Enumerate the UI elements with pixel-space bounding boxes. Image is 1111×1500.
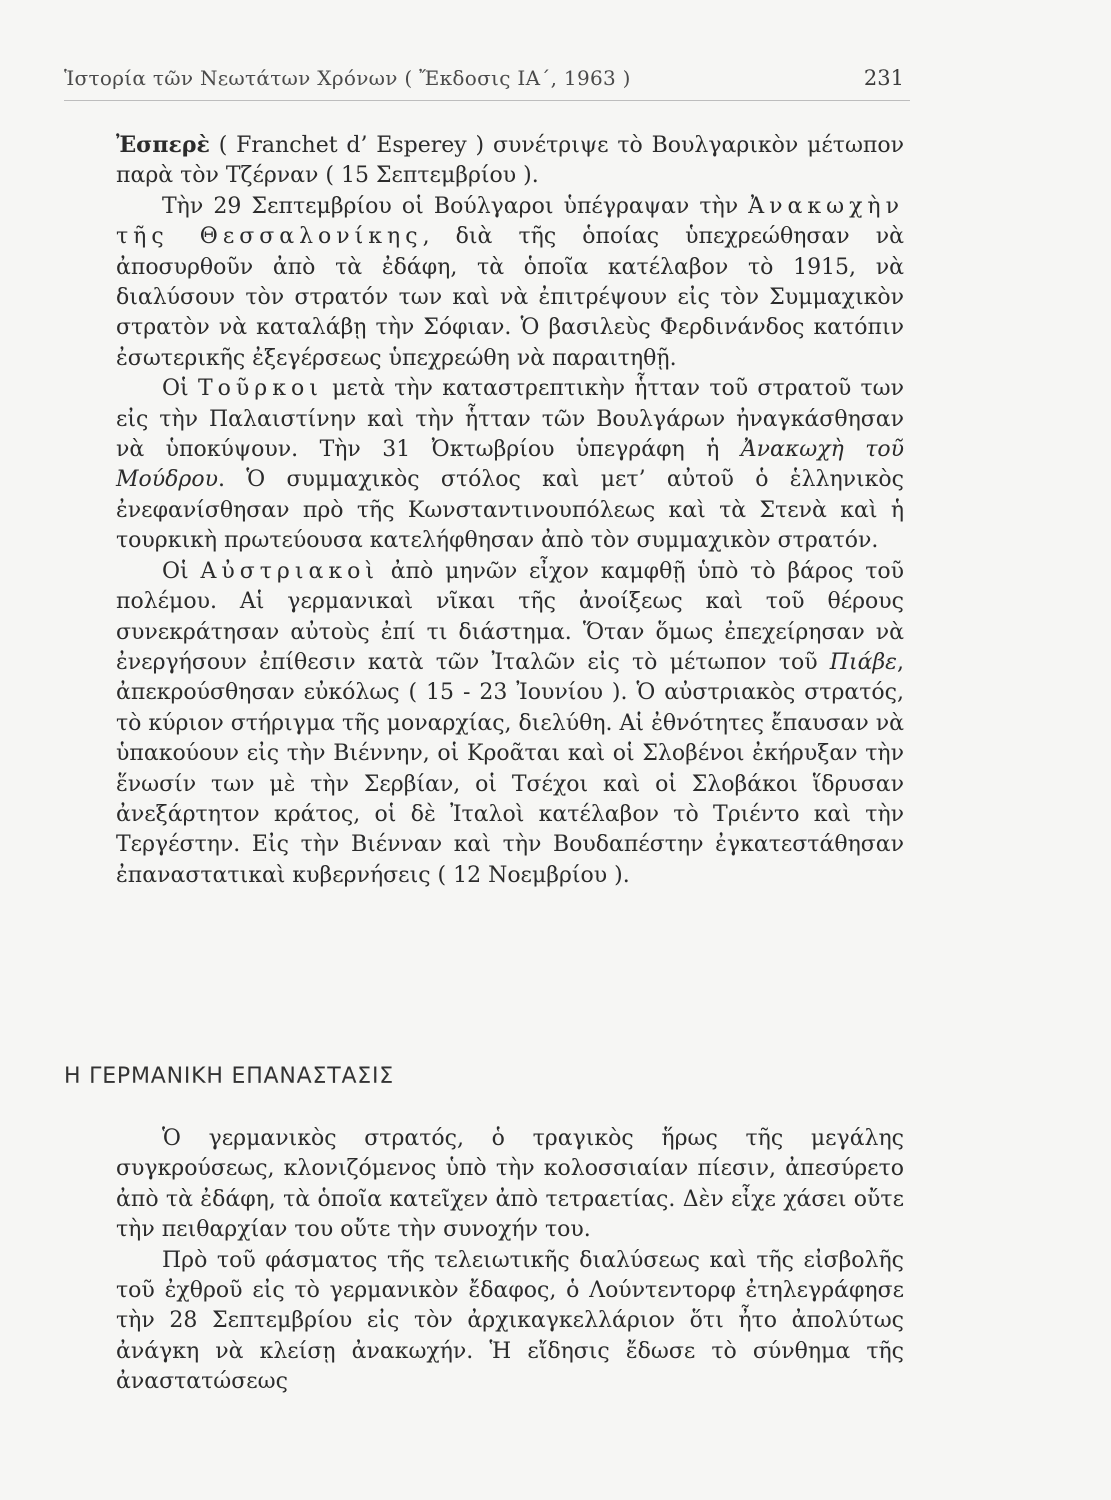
section-heading: Η ΓΕΡΜΑΝΙΚΗ ΕΠΑΝΑΣΤΑΣΙΣ (64, 1064, 394, 1089)
section-2-body (116, 1124, 904, 1398)
paragraph-1-text: ( Franchet d’ Esperey ) συνέτριψε τὸ Βουλγαρικὸν μέτωπον παρὰ τὸν Τζέρναν ( 15 Σεπτεμβρίου ). (116, 133, 904, 189)
running-header (64, 62, 910, 101)
italic-term: Πιάβε (829, 649, 897, 675)
paragraph-1 (116, 130, 904, 192)
italic-term: Ἀνακωχὴ τοῦ Μούδρου (116, 437, 904, 493)
lead-name: Ἐσπερὲ (116, 132, 210, 158)
paragraph-3: Οἱ Τοῦρκοι μετὰ τὴν καταστρεπτικὴν ἧτταν τοῦ στρατοῦ των εἰς τὴν Παλαιστίνην καὶ τὴν ἧτταν τῶν Βουλγάρων ἠναγκάσθησαν νὰ ὑποκύψουν. Τὴν 31 Ὀκτωβρίου ὑπεγράφη ἡ Ἀνακωχὴ τοῦ Μούδρου. Ὁ συμμαχικὸς στόλος καὶ μετ’ αὐτοῦ ὁ ἑλληνικὸς ἐνεφανίσθησαν πρὸ τῆς Κωνσταντινουπόλεως καὶ τὰ Στενὰ καὶ ἡ τουρκικὴ πρωτεύουσα κατελήφθησαν ἀπὸ τὸν συμμαχικὸν στρατόν. (116, 376, 904, 554)
paragraph-2: Τὴν 29 Σεπτεμβρίου οἱ Βούλγαροι ὑπέγραψαν τὴν Ἀνακωχὴν τῆς Θεσσαλονίκης, διὰ τῆς ὁποίας ὑπεχρεώθησαν νὰ ἀποσυρθοῦν ἀπὸ τὰ ἐδάφη, τὰ ὁποῖα κατέλαβον τὸ 1915, νὰ διαλύσουν τὸν στρατόν των καὶ νὰ ἐπιτρέψουν εἰς τὸν Συμμαχικὸν στρατὸν νὰ καταλάβῃ τὴν Σόφιαν. Ὁ βασιλεὺς Φερδινάνδος κατόπιν ἐσωτερικῆς ἐξεγέρσεως ὑπεχρεώθη νὰ παραιτηθῇ. (116, 193, 904, 371)
spaced-term: Αὐστριακοὶ (200, 558, 379, 584)
paragraph-5: Ὁ γερμανικὸς στρατός, ὁ τραγικὸς ἥρως τῆς μεγάλης συγκρούσεως, κλονιζόμενος ὑπὸ τὴν κολοσσιαίαν πίεσιν, ἀπεσύρετο ἀπὸ τὰ ἐδάφη, τὰ ὁποῖα κατεῖχεν ἀπὸ τετραετίας. Δὲν εἶχε χάσει οὔτε τὴν πειθαρχίαν του οὔτε τὴν συνοχήν του. (116, 1126, 904, 1243)
page-number: 231 (863, 66, 904, 90)
spaced-term: Τοῦρκοι (197, 376, 323, 402)
paragraph-6: Πρὸ τοῦ φάσματος τῆς τελειωτικῆς διαλύσεως καὶ τῆς εἰσβολῆς τοῦ ἐχθροῦ εἰς τὸ γερμανικὸν ἔδαφος, ὁ Λούντεντορφ ἐτηλεγράφησε τὴν 28 Σεπτεμβρίου εἰς τὸν ἀρχικαγκελλάριον ὅτι ἦτο ἀπολύτως ἀνάγκη νὰ κλείσῃ ἀνακωχήν. Ἡ εἴδησις ἔδωσε τὸ σύνθημα τῆς ἀναστατώσεως (116, 1247, 904, 1395)
book-title: Ἱστορία τῶν Νεωτάτων Χρόνων ( Ἔκδοσις ΙΑ΄, 1963 ) (64, 66, 631, 90)
spaced-term: Ἀνακωχὴν τῆς Θεσσαλονίκης (116, 193, 904, 250)
paragraph-4: Οἱ Αὐστριακοὶ ἀπὸ μηνῶν εἶχον καμφθῇ ὑπὸ τὸ βάρος τοῦ πολέμου. Αἱ γερμανικαὶ νῖκαι τῆς ἀνοίξεως καὶ τοῦ θέρους συνεκράτησαν αὐτοὺς ἐπί τι διάστημα. Ὅταν ὅμως ἐπεχείρησαν νὰ ἐνεργήσουν ἐπίθεσιν κατὰ τῶν Ἰταλῶν εἰς τὸ μέτωπον τοῦ Πιάβε, ἀπεκρούσθησαν εὐκόλως ( 15 - 23 Ἰουνίου ). Ὁ αὐστριακὸς στρατός, τὸ κύριον στήριγμα τῆς μοναρχίας, διελύθη. Αἱ ἐθνότητες ἔπαυσαν νὰ ὑπακούουν εἰς τὴν Βιέννην, οἱ Κροᾶται καὶ οἱ Σλοβένοι ἐκήρυξαν τὴν ἕνωσίν των μὲ τὴν Σερβίαν, οἱ Τσέχοι καὶ οἱ Σλοβάκοι ἵδρυσαν ἀνεξάρτητον κράτος, οἱ δὲ Ἰταλοὶ κατέλαβον τὸ Τριέντο καὶ τὴν Τεργέστην. Εἰς τὴν Βιένναν καὶ τὴν Βουδαπέστην ἐγκατεστάθησαν ἐπαναστατικαὶ κυβερνήσεις ( 12 Νοεμβρίου ). (116, 558, 904, 888)
section-1-body (116, 130, 904, 891)
